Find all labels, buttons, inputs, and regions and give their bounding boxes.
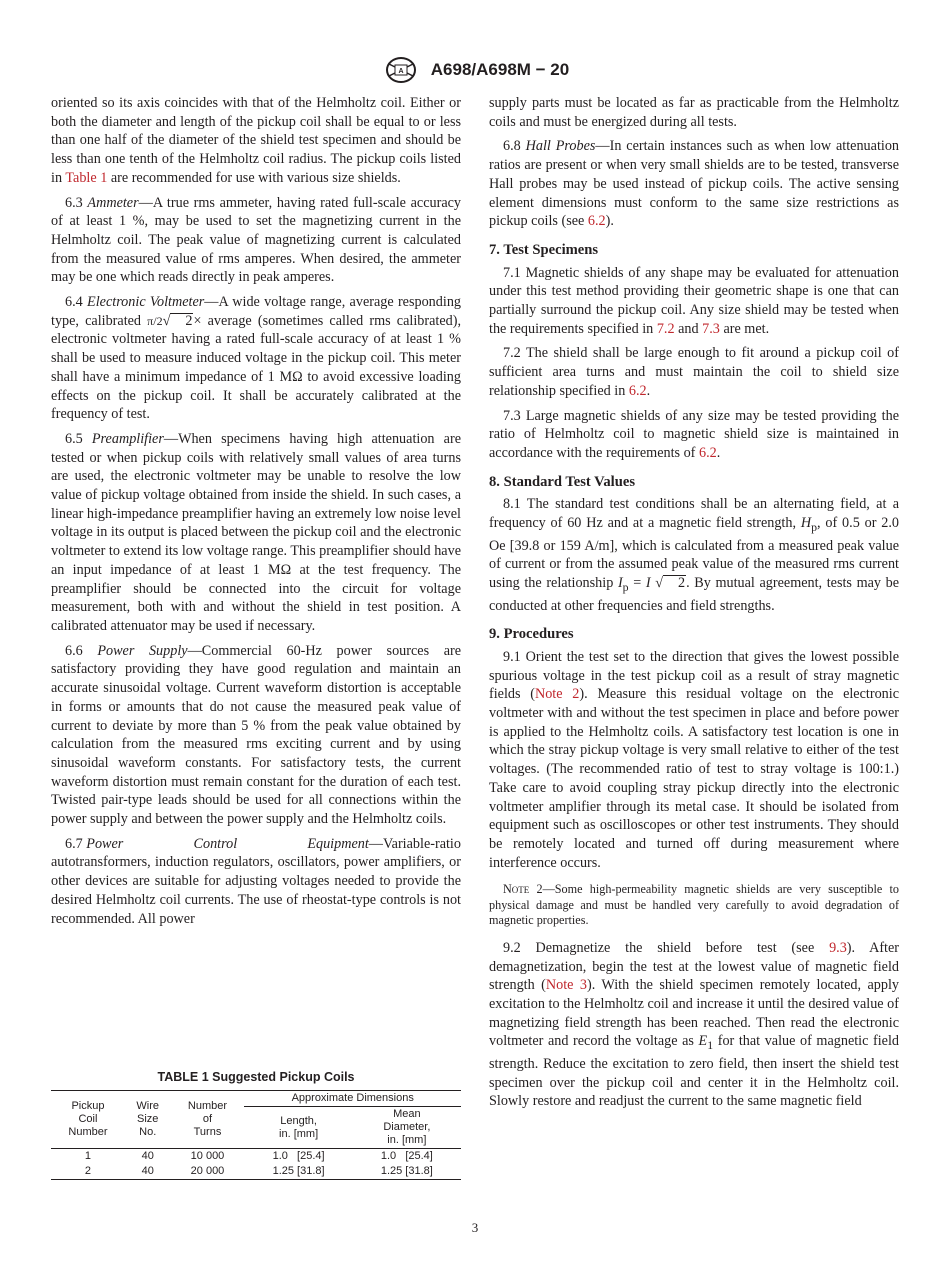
pickup-coils-table <box>51 1090 461 1180</box>
paragraph-6-2-cont: oriented so its axis coincides with that of the Helmholtz coil. Either or both the diameter and length of the pickup coil shall be equal to or less than one half of the diameter of the shield test specimen and should be less than one tenth of the Helmholtz coil radius. The pickup coils listed in Table 1 are recommended for use with various size shields. <box>51 95 461 186</box>
page-number: 3 <box>471 1220 479 1235</box>
col-header-length: Length, in. [mm] <box>244 1107 352 1149</box>
section-6-5: 6.5 Preamplifier—When specimens having high attenuation are tested or when pickup coils with relatively small values of area turns are used, the electronic voltmeter may be unable to resolve the low value of pickup voltage obtained from inside the shield. In such cases, a linear high-impedance preamplifier having an extremely low noise level voltage in its output is placed between the pickup coil and the electronic voltmeter to extend its low voltage range. This preamplifier should have an input impedance of at least 1 MΩ at the test frequency. The preamplifier should be connected into the circuit for voltage measurement, both with and without the shield in test position. A calibrated attenuator may be used if necessary. <box>51 430 461 634</box>
section-6-8: 6.8 Hall Probes—In certain instances such as when low attenuation ratios are present or when very small shields are to be tested, transverse Hall probes may be used instead of pickup coils. The active sensing element dimensions must conform to the same size restrictions as pickup coils (see 6.2). <box>489 138 900 230</box>
table-title: TABLE 1 Suggested Pickup Coils <box>157 1070 355 1084</box>
section-8-1: 8.1 The standard test conditions shall be an alternating field, at a frequency of 60 Hz and at a magnetic field strength, $H_p$, of 0.5 or 2.0 Oe [39.8 or 159 A/m], which is calculated from a measured peak value of current or from the assumed peak value of the measured rms current using the relationship $I_p = I$ √ 2. By mutual agreement, tests may be conducted at other frequencies and field strengths. <box>489 496 900 614</box>
section-9-1: 9.1 Orient the test set to the direction that gives the lowest possible spurious voltage in the test pickup coil as a result of stray magnetic fields (Note 2). Measure this residual voltage on the electronic voltmeter with and without the test specimen in place and before power is applied to the Helmholtz coils. A satisfactory test location is one in which the stray pickup voltage is very small relative to either of the test voltages. (The recommended ratio of test to stray voltage is 100:1.) Take care to avoid coupling stray pickup directly into the electronic voltmeter amplifier through its metal case. It should be isolated from equipment such as oscilloscopes or other test instruments. They should be remotely located and turned off during measurement where interference occurs. <box>489 648 899 871</box>
right-column <box>489 94 899 1117</box>
section-9-2: 9.2 Demagnetize the shield before test (see 9.3). After demagnetization, begin the test at the lowest value of magnetic field strength (Note 3). With the shield specimen remotely located, apply excitation to the Helmholtz coil and increase it until the desired value of magnetizing field strength has been reached. Then read the electronic voltmeter and record the voltage as $E_1$ for that value of magnetic field strength. Reduce the excitation to zero field, then insert the shield test specimen over the pickup coil and center it in the Helmholtz coil. Slowly restore and readjust the current to the same magnetic field <box>489 939 900 1110</box>
note-2-link[interactable]: Note 2 <box>534 686 580 703</box>
section-7-1: 7.1 Magnetic shields of any shape may be evaluated for attenuation under this test method providing their geometric shape is one that can partially surround the pickup coil. Any size shield may be tested when the requirements specified in 7.2 and 7.3 are met. <box>489 264 899 337</box>
heading-test-specimens: 7. Test Specimens <box>489 241 599 258</box>
section-7-3: 7.3 Large magnetic shields of any size may be tested providing the ratio of Helmholtz coil to magnetic shield size is maintained in accordance with the requirements of 6.2. <box>489 407 899 461</box>
section-6-4: 6.4 Electronic Voltmeter—A wide voltage range, average responding type, calibrated π/2√ 2× average (sometimes called rms calibrated), electronic voltmeter having a rated full-scale accuracy of at least 1 % shall be used to measure induced voltage in the pickup coil. This meter shall have a minimum impedance of 1 MΩ to avoid excessive loading effects on the pickup coil. It shall be accurately calibrated at the frequency of test. <box>51 294 462 423</box>
heading-standard-test-values: 8. Standard Test Values <box>489 473 635 490</box>
section-6-2-link[interactable]: 6.2 <box>587 213 606 230</box>
table-row: 1 40 10 000 1.0 [25.4] 1.0 [25.4] <box>84 1150 433 1162</box>
left-column <box>51 94 461 928</box>
page-header <box>0 56 950 84</box>
section-6-2-link[interactable]: 6.2 <box>628 382 647 399</box>
section-6-7: 6.7 Power Control Equipment—Variable-ratio autotransformers, induction regulators, oscillators, power amplifiers, or other devices are suitable for adjusting voltages needed to provide the desired Helmholtz coil currents. The use of rheostat-type controls is not recommended. All power <box>51 835 461 927</box>
col-header-turns: Number of Turns <box>171 1091 245 1149</box>
section-6-6: 6.6 Power Supply—Commercial 60-Hz power sources are satisfactory providing they have good regulation and maintain an accurate sinusoidal voltage. Current waveform distortion is acceptable in forms or amounts that do not cause the measured peak value of current to deviate by more than 5 % from the peak value obtained by calculation from the measured rms exciting current and by using sinusoidal waveform constants. For satisfactory tests, the current waveform distortion must remain constant for the duration of each test. Twisted pair-type leads should be used for all connections within the power supply and between the power supply and the Helmholtz coils. <box>51 642 462 828</box>
svg-text:A: A <box>398 68 404 75</box>
astm-logo <box>381 56 421 84</box>
col-header-diameter: Mean Diameter, in. [mm] <box>353 1107 461 1149</box>
section-7-2: 7.2 The shield shall be large enough to fit around a pickup coil of sufficient area turns and must maintain the coil to shield size relationship specified in 6.2. <box>489 345 899 399</box>
col-header-pickup-coil: Pickup Coil Number <box>51 1091 125 1149</box>
table-1 <box>51 1070 461 1180</box>
section-9-3-link[interactable]: 9.3 <box>829 939 847 956</box>
section-7-2-link[interactable]: 7.2 <box>656 320 675 337</box>
col-header-wire-size: Wire Size No. <box>125 1091 171 1149</box>
group-header-dimensions: Approximate Dimensions <box>244 1091 461 1107</box>
document-designation: A698/A698M − 20 <box>430 60 570 79</box>
section-7-3-link[interactable]: 7.3 <box>702 320 720 337</box>
heading-procedures: 9. Procedures <box>489 626 574 643</box>
table-1-link[interactable]: Table 1 <box>65 169 108 186</box>
section-6-7-cont: supply parts must be located as far as practicable from the Helmholtz coils and must be energized during all tests. <box>489 95 899 130</box>
section-6-2-link[interactable]: 6.2 <box>698 444 717 461</box>
note-2: Note 2—Some high-permeability magnetic shields are very susceptible to physical damage and must be handled very carefully to avoid degradation of magnetic properties. <box>489 882 899 928</box>
table-row: 2 40 20 000 1.25 [31.8] 1.25 [31.8] <box>84 1165 433 1177</box>
note-3-link[interactable]: Note 3 <box>545 977 587 994</box>
section-6-3: 6.3 Ammeter—A true rms ammeter, having rated full-scale accuracy of at least 1 %, may be used to set the magnetizing current in the Helmholtz coil. The peak value of magnetizing current is calculated from the measured value of rms amperes. When desired, the ammeter may be one which reads directly in peak amperes. <box>51 194 462 286</box>
